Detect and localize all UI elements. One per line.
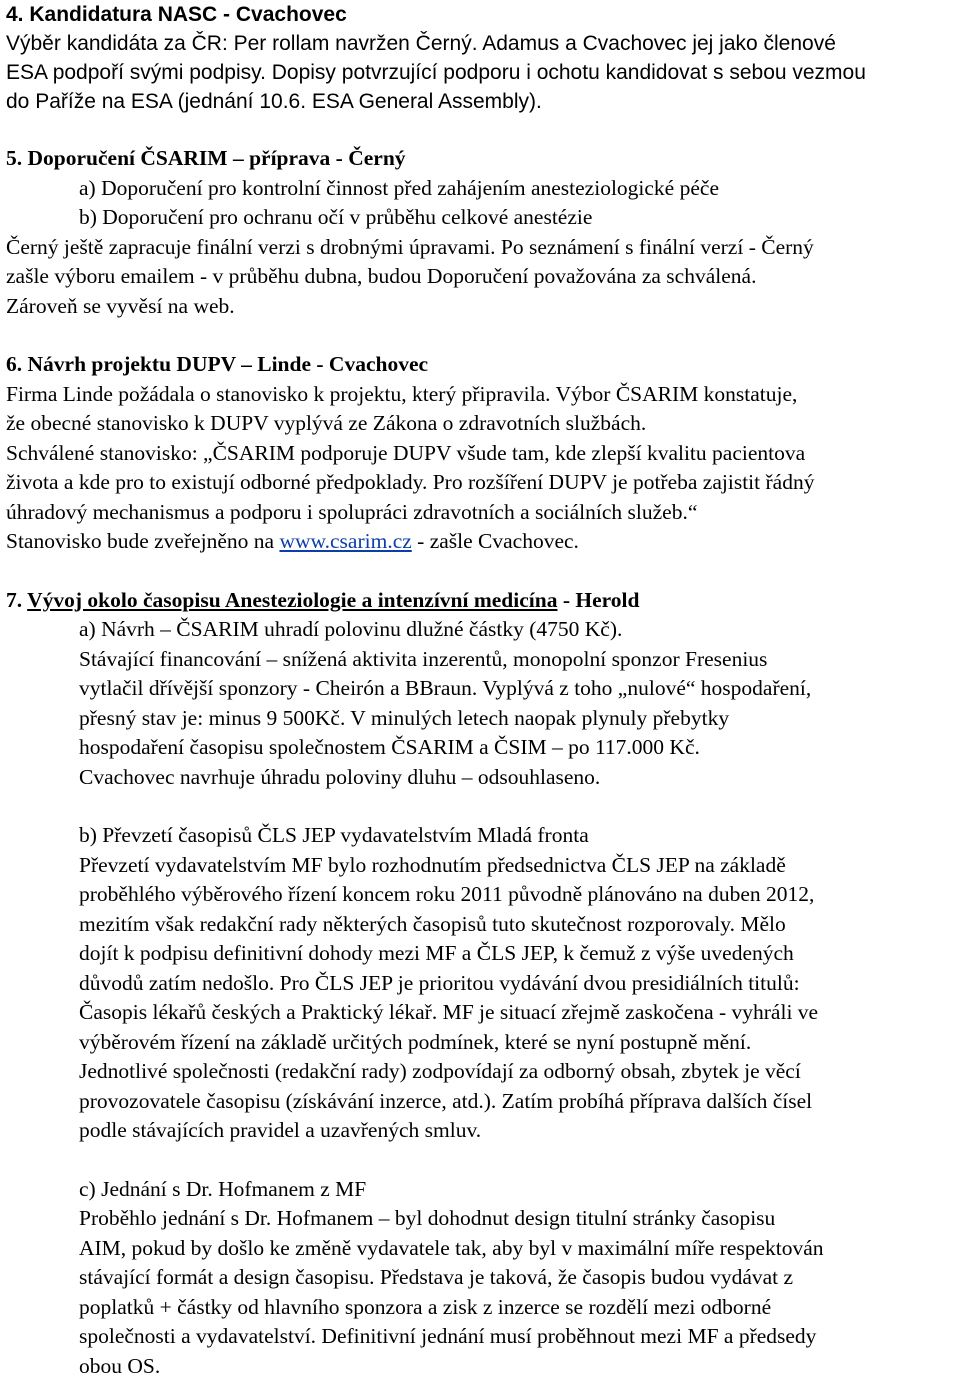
section-6-line: úhradový mechanismus a podporu i spolupráci zdravotních a sociálních služeb.“ xyxy=(6,498,956,528)
section-7-title-underlined: Vývoj okolo časopisu Anesteziologie a intenzívní medicína xyxy=(27,588,557,612)
section-5-item-a: a) Doporučení pro kontrolní činnost před zahájením anesteziologické péče xyxy=(6,174,956,204)
section-5-line: Zároveň se vyvěsí na web. xyxy=(6,292,956,322)
section-6 xyxy=(6,350,956,557)
section-4-line: do Paříže na ESA (jednání 10.6. ESA General Assembly). xyxy=(6,87,956,116)
section-7b-line: mezitím však redakční rady některých časopisů tuto skutečnost rozporovaly. Mělo xyxy=(79,910,956,940)
section-5-line: zašle výboru emailem - v průběhu dubna, budou Doporučení považována za schválená. xyxy=(6,262,956,292)
section-6-last-before: Stanovisko bude zveřejněno na xyxy=(6,529,279,553)
section-7a-line: hospodaření časopisu společnostem ČSARIM a ČSIM – po 117.000 Kč. xyxy=(79,733,956,763)
section-6-title: 6. Návrh projektu DUPV – Linde - Cvachovec xyxy=(6,350,956,380)
section-7b-line: Převzetí vydavatelstvím MF bylo rozhodnutím předsednictva ČLS JEP na základě xyxy=(79,851,956,881)
section-7b-line: podle stávajících pravidel a uzavřených smluv. xyxy=(79,1116,956,1146)
section-7-title-num: 7. xyxy=(6,588,22,612)
section-5 xyxy=(6,144,956,321)
section-7-title-end: - Herold xyxy=(557,588,639,612)
section-6-last-after: - zašle Cvachovec. xyxy=(412,529,579,553)
section-7b-line: provozovatele časopisu (získávání inzerce, atd.). Zatím probíhá příprava dalších čísel xyxy=(79,1087,956,1117)
section-7c-line: obou OS. xyxy=(79,1352,956,1381)
section-7b-line: důvodů zatím nedošlo. Pro ČLS JEP je prioritou vydávání dvou presidiálních titulů: xyxy=(79,969,956,999)
section-4-line: ESA podpoří svými podpisy. Dopisy potvrzující podporu i ochotu kandidovat s sebou vezmou xyxy=(6,58,956,87)
section-7a xyxy=(6,615,956,792)
section-7a-line: a) Návrh – ČSARIM uhradí polovinu dlužné částky (4750 Kč). xyxy=(79,615,956,645)
section-6-last-line xyxy=(6,527,956,557)
section-5-item-b: b) Doporučení pro ochranu očí v průběhu celkové anestézie xyxy=(6,203,956,233)
section-7a-line: Stávající financování – snížená aktivita inzerentů, monopolní sponzor Fresenius xyxy=(79,645,956,675)
section-7-title xyxy=(6,586,956,616)
section-7b-line: výběrovém řízení na základě určitých podmínek, které se nyní postupně mění. xyxy=(79,1028,956,1058)
section-6-line: Schválené stanovisko: „ČSARIM podporuje DUPV všude tam, kde zlepší kvalitu pacientova xyxy=(6,439,956,469)
section-7b-title: b) Převzetí časopisů ČLS JEP vydavatelstvím Mladá fronta xyxy=(79,821,956,851)
section-7b xyxy=(6,821,956,1146)
section-7 xyxy=(6,586,956,1381)
section-7a-line: vytlačil dřívější sponzory - Cheirón a BBraun. Vyplývá z toho „nulové“ hospodaření, xyxy=(79,674,956,704)
section-7b-line: Jednotlivé společnosti (redakční rady) zodpovídají za odborný obsah, zbytek je věcí xyxy=(79,1057,956,1087)
section-7b-line: proběhlého výběrového řízení koncem roku 2011 původně plánováno na duben 2012, xyxy=(79,880,956,910)
section-4 xyxy=(6,0,956,116)
section-5-line: Černý ještě zapracuje finální verzi s drobnými úpravami. Po seznámení s finální verzí - Černý xyxy=(6,233,956,263)
section-7b-line: Časopis lékařů českých a Praktický lékař. MF je situací zřejmě zaskočena - vyhráli ve xyxy=(79,998,956,1028)
section-7c-title: c) Jednání s Dr. Hofmanem z MF xyxy=(79,1175,956,1205)
section-5-title: 5. Doporučení ČSARIM – příprava - Černý xyxy=(6,144,956,174)
section-7a-line: přesný stav je: minus 9 500Kč. V minulých letech naopak plynuly přebytky xyxy=(79,704,956,734)
section-7c-line: stávající formát a design časopisu. Představa je taková, že časopis budou vydávat z xyxy=(79,1263,956,1293)
section-4-title: 4. Kandidatura NASC - Cvachovec xyxy=(6,0,956,29)
section-6-line: že obecné stanovisko k DUPV vyplývá ze Zákona o zdravotních službách. xyxy=(6,409,956,439)
section-4-line: Výběr kandidáta za ČR: Per rollam navržen Černý. Adamus a Cvachovec jej jako členové xyxy=(6,29,956,58)
section-6-line: života a kde pro to existují odborné předpoklady. Pro rozšíření DUPV je potřeba zajistit řádný xyxy=(6,468,956,498)
section-7c-line: Proběhlo jednání s Dr. Hofmanem – byl dohodnut design titulní stránky časopisu xyxy=(79,1204,956,1234)
section-7a-line: Cvachovec navrhuje úhradu poloviny dluhu – odsouhlaseno. xyxy=(79,763,956,793)
section-7c xyxy=(6,1175,956,1381)
section-7c-line: poplatků + částky od hlavního sponzora a zisk z inzerce se rozdělí mezi odborné xyxy=(79,1293,956,1323)
section-7c-line: AIM, pokud by došlo ke změně vydavatele tak, aby byl v maximální míře respektován xyxy=(79,1234,956,1264)
section-7b-line: dojít k podpisu definitivní dohody mezi MF a ČLS JEP, k čemuž z výše uvedených xyxy=(79,939,956,969)
section-7c-line: společnosti a vydavatelství. Definitivní jednání musí proběhnout mezi MF a předsedy xyxy=(79,1322,956,1352)
section-6-line: Firma Linde požádala o stanovisko k projektu, který připravila. Výbor ČSARIM konstatuje, xyxy=(6,380,956,410)
csarim-link[interactable]: www.csarim.cz xyxy=(279,529,411,553)
